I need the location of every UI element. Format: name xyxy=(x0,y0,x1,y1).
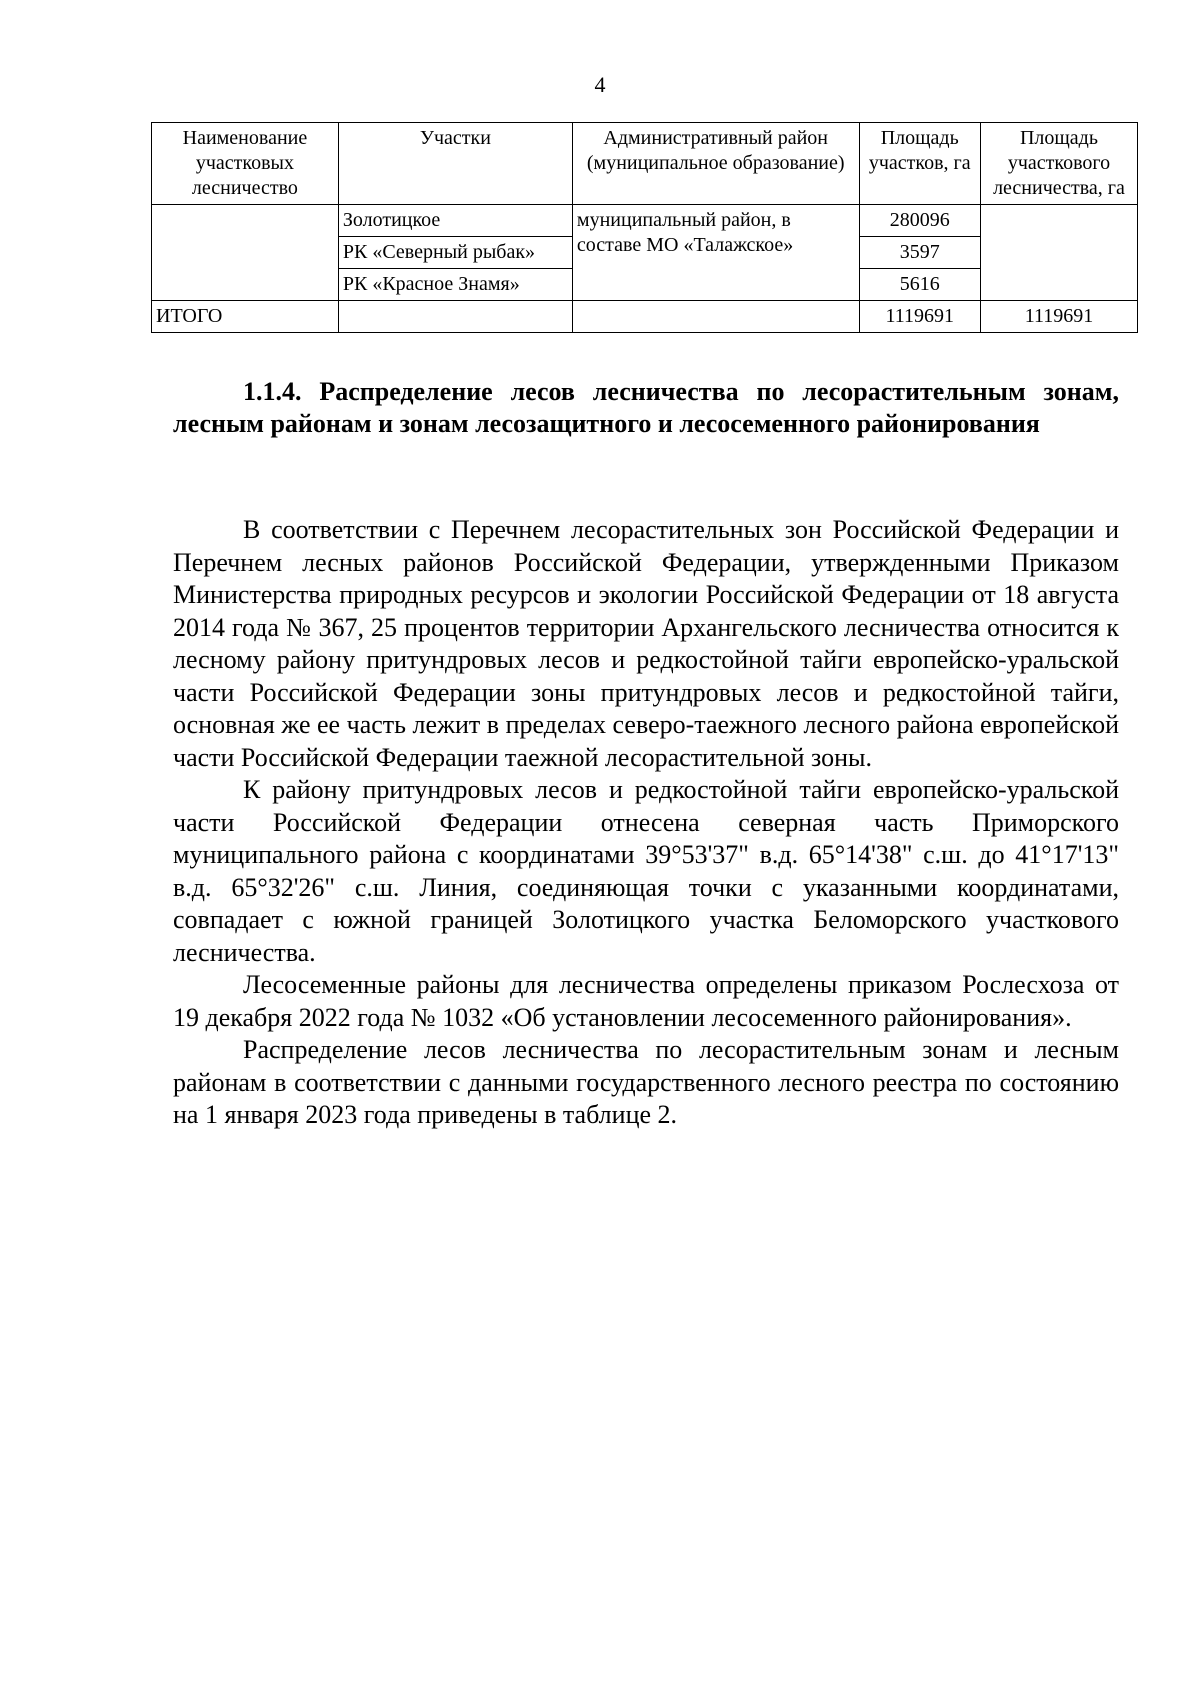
plot-name: РК «Северный рыбак» xyxy=(338,237,572,269)
paragraph: В соответствии с Перечнем лесорастительных зон Российской Федерации и Перечнем лесных районов Российской Федерации, утвержденными Приказом Министерства природных ресурсов и экологии Российской Федерации от 18 августа 2014 года № 367, 25 процентов территории Архангельского лесничества относится к лесному району притундровых лесов и редкостойной тайги европейско-уральской части Российской Федерации зоны притундровых лесов и редкостойной тайги, основная же ее часть лежит в пределах северо-таежного лесного района европейской части Российской Федерации таежной лесорастительной зоны. xyxy=(173,515,1119,772)
total-empty-cell xyxy=(338,301,572,333)
district-cell: муниципальный район, в составе МО «Талажское» xyxy=(572,205,859,301)
plot-name: Золотицкое xyxy=(338,205,572,237)
table-header-row xyxy=(152,123,1138,205)
total-forestry-area: 1119691 xyxy=(980,301,1137,333)
section-heading: 1.1.4. Распределение лесов лесничества по лесорастительным зонам, лесным районам и зонам лесозащитного и лесосеменного районирования xyxy=(173,377,1119,438)
paragraph: К району притундровых лесов и редкостойной тайги европейско-уральской части Российской Федерации отнесена северная часть Приморского муниципального района с координатами 39°53'37" в.д. 65°14'38" с.ш. до 41°17'13" в.д. 65°32'26" с.ш. Линия, соединяющая точки с указанными координатами, совпадает с южной границей Золотицкого участка Беломорского участкового лесничества. xyxy=(173,775,1119,967)
total-plots-area: 1119691 xyxy=(859,301,980,333)
plot-area: 5616 xyxy=(859,269,980,301)
page-number: 4 xyxy=(594,72,606,97)
plot-name: РК «Красное Знамя» xyxy=(338,269,572,301)
total-label: ИТОГО xyxy=(152,301,339,333)
paragraph: Распределение лесов лесничества по лесорастительным зонам и лесным районам в соответствии с данными государственного лесного реестра по состоянию на 1 января 2023 года приведены в таблице 2. xyxy=(173,1035,1119,1129)
header-plots: Участки xyxy=(338,123,572,205)
header-plots-area: Площадь участков, га xyxy=(859,123,980,205)
table-row xyxy=(152,205,1138,237)
table-total-row xyxy=(152,301,1138,333)
header-forestry-area: Площадь участкового лесничества, га xyxy=(980,123,1137,205)
forestry-table xyxy=(151,122,1138,333)
header-forestry-name: Наименование участковых лесничество xyxy=(152,123,339,205)
header-admin-district: Административный район (муниципальное образование) xyxy=(572,123,859,205)
forestry-area-cell xyxy=(980,205,1137,301)
plot-area: 3597 xyxy=(859,237,980,269)
section-body xyxy=(173,514,1119,1132)
paragraph: Лесосеменные районы для лесничества определены приказом Рослесхоза от 19 декабря 2022 года № 1032 «Об установлении лесосеменного районирования». xyxy=(173,970,1119,1032)
total-empty-cell xyxy=(572,301,859,333)
plot-area: 280096 xyxy=(859,205,980,237)
forestry-name-cell xyxy=(152,205,339,301)
